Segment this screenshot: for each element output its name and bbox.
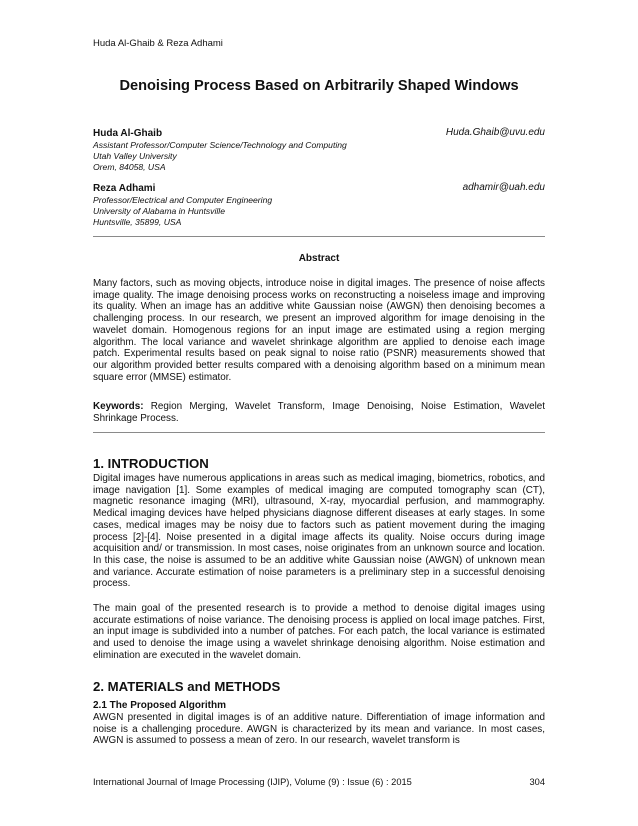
footer-journal: International Journal of Image Processing (IJIP), Volume (9) : Issue (6) : 2015 bbox=[93, 777, 412, 787]
author-block-1 bbox=[93, 127, 545, 174]
abstract-text: Many factors, such as moving objects, introduce noise in digital images. The presence of noise affects image quality. The image denoising process works on reconstructing a noiseless image and improving its quality. When an image has an additive white Gaussian noise (AWGN) then denoising becomes a challenging process. In our research, we present an improved algorithm for image denoising in the wavelet domain. Homogenous regions for an input image are estimated using a region merging algorithm. The local variance and wavelet shrinkage algorithm are applied to denoise each image patch. Experimental results based on peak signal to noise ratio (PSNR) measurements showed that our algorithm provided better results compared with a denoising algorithm based on a minimum mean square error (MMSE) estimator. bbox=[93, 278, 545, 383]
paper-title: Denoising Process Based on Arbitrarily Shaped Windows bbox=[119, 78, 519, 94]
section-heading-introduction: 1. INTRODUCTION bbox=[93, 456, 209, 471]
author-affiliation-line: Huntsville, 35899, USA bbox=[93, 217, 182, 228]
divider-bottom bbox=[93, 432, 545, 433]
author-name: Reza Adhami bbox=[93, 183, 156, 194]
author-block-2 bbox=[93, 182, 545, 229]
abstract-heading: Abstract bbox=[298, 253, 340, 264]
subsection-heading: 2.1 The Proposed Algorithm bbox=[93, 700, 226, 711]
methods-paragraph: AWGN presented in digital images is of an additive nature. Differentiation of image information and noise is a challenging procedure. AWGN is characterized by its mean and variance. In most cases, AWGN is assumed to possess a mean of zero. In our research, wavelet transform is bbox=[93, 712, 545, 747]
divider-top bbox=[93, 236, 545, 237]
keywords-text: Region Merging, Wavelet Transform, Image Denoising, Noise Estimation, Wavelet Shrinkage Process. bbox=[93, 401, 545, 424]
author-affiliation-line: Assistant Professor/Computer Science/Technology and Computing bbox=[93, 140, 347, 150]
author-affiliation-line: University of Alabama in Huntsville bbox=[93, 206, 225, 217]
running-head: Huda Al-Ghaib & Reza Adhami bbox=[93, 38, 223, 49]
author-affiliation-line: Professor/Electrical and Computer Engineering bbox=[93, 195, 273, 205]
page-number: 304 bbox=[529, 777, 545, 787]
author-affiliation-line: Orem, 84058, USA bbox=[93, 162, 166, 173]
keywords bbox=[93, 401, 545, 424]
author-email[interactable]: Huda.Ghaib@uvu.edu bbox=[445, 127, 545, 138]
intro-paragraph-2: The main goal of the presented research is to provide a method to denoise digital images using accurate estimations of noise variance. The denoising process is applied on local image patches. First, an input image is subdivided into a number of patches. For each patch, the local variance is estimated and used to denoise the image using a wavelet shrinkage denoising algorithm. Noise estimation and elimination are executed in the wavelet domain. bbox=[93, 603, 545, 661]
section-heading-methods: 2. MATERIALS and METHODS bbox=[93, 679, 281, 694]
author-name: Huda Al-Ghaib bbox=[93, 128, 163, 139]
keywords-label: Keywords: bbox=[93, 401, 144, 412]
author-affiliation-line: Utah Valley University bbox=[93, 151, 177, 162]
author-email[interactable]: adhamir@uah.edu bbox=[462, 182, 545, 193]
intro-paragraph-1: Digital images have numerous applications in areas such as medical imaging, biometrics, robotics, and image navigation [1]. Some examples of medical imaging are computed tomography scan (CT), magnetic resonance imaging (MRI), ultrasound, X-ray, myocardial perfusion, and mammography. Medical imaging devices have helped physicians diagnose different diseases at early stages. In some cases, medical images may be noisy due to factors such as patient movement during the imaging process [2]-[4]. Noise presented in a digital image affects its quality. Noise occurs during image acquisition and/ or transmission. In most cases, noise originates from an unknown source and location. In this case, the noise is assumed to be an additive white Gaussian noise (AWGN) of unknown mean and variance. Accurate estimation of noise parameters is a preliminary step in a successful denoising process. bbox=[93, 473, 545, 590]
